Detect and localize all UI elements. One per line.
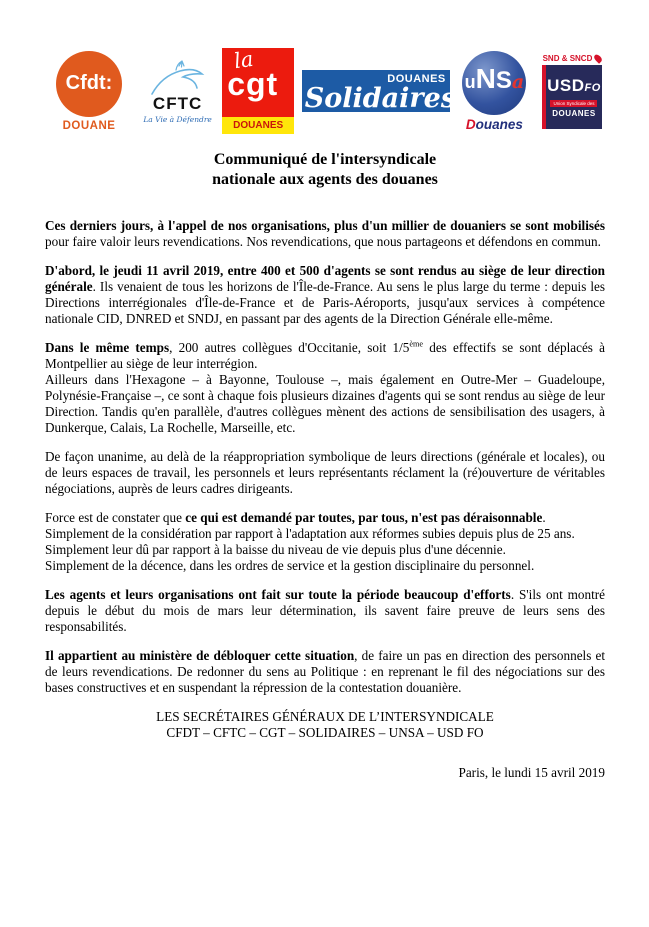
usdfo-logo [539, 54, 605, 129]
text-run: Les agents et leurs organisations ont fait sur toute la période beaucoup d'efforts [45, 587, 511, 602]
cfdt-douane-label: DOUANE [62, 119, 116, 132]
paragraph [45, 648, 605, 696]
solidaires-douanes-label: DOUANES [387, 73, 446, 85]
paragraph [45, 449, 605, 497]
unsa-letter: S [495, 66, 512, 94]
paragraph [45, 263, 605, 327]
title-line-2: nationale aux agents des douanes [212, 171, 438, 188]
cftc-logo [141, 58, 215, 124]
text-run: ce qui est demandé par toutes, par tous, n'est pas déraisonnable [185, 510, 543, 525]
title-line-1: Communiqué de l'intersyndicale [213, 151, 437, 168]
paragraph [45, 218, 605, 250]
text-run: Dans le même temps [45, 340, 170, 355]
solidaires-logo [302, 70, 457, 114]
text-run: Ces derniers jours, à l'appel de nos organisations, plus d'un millier de douaniers se sont mobilisés [45, 218, 605, 233]
cgt-logo [222, 48, 294, 134]
unsa-logo [457, 51, 531, 132]
document-title [45, 150, 605, 190]
text-run: D'abord, le jeudi 11 avril 2019, entre 400 et 500 d'agents se sont rendus au siège de leur direction générale [45, 263, 605, 294]
text-run: , de faire un pas en direction des personnels et de leurs revendications. De redonner du sens au Politique : en reprenant le fil des négociations sur des bases constructives et en suspendant la répression de la contestation douanière. [45, 648, 606, 695]
text-run: Simplement de la considération par rapport à l'adaptation aux réformes subies depuis plus de 25 ans. [45, 526, 575, 541]
cgt-douanes-label: DOUANES [233, 120, 284, 131]
cgt-la-text: la [232, 46, 256, 74]
usdfo-douanes-label: DOUANES [552, 108, 596, 118]
paragraph [45, 587, 605, 635]
unsa-letter: u [464, 71, 476, 92]
text-run: De façon unanime, au delà de la réappropriation symbolique de leurs directions (générale et locales), ou de leurs espaces de travail, les personnels et leurs représentants réclament la (ré)ouverture de véritables négociations, auprès de leurs cadres dirigeants. [45, 449, 605, 496]
text-run: ème [409, 339, 424, 349]
cgt-douanes-strip [222, 117, 294, 134]
usdfo-flame-icon [593, 53, 604, 64]
text-run: Simplement leur dû par rapport à la baisse du niveau de vie depuis plus d'une décennie. [45, 542, 506, 557]
unsa-circle-icon [462, 51, 526, 115]
usdfo-usd-text: USD [547, 75, 585, 95]
unsa-douanes-rest: ouanes [475, 116, 523, 132]
text-run: Il appartient au ministère de débloquer cette situation [45, 648, 355, 663]
unsa-douanes-label [457, 117, 531, 132]
text-run: Simplement de la décence, dans les ordres de service et la gestion disciplinaire du personnel. [45, 558, 535, 573]
dateline: Paris, le lundi 15 avril 2019 [458, 765, 605, 780]
usdfo-header [539, 54, 605, 63]
text-run: . Ils venaient de tous les horizons de l'Île-de-France. Au sens le plus large du terme : depuis les Directions interrégionales d'Île-de-France et de Paris-Aéroports, jusqu'aux services à compétence nationale CID, DNRED et SNDJ, en passant par des agents de la Direction Générale elle-même. [45, 279, 605, 326]
cftc-tagline: La Vie à Défendre [143, 115, 212, 124]
text-run: Force est de constater que [45, 510, 186, 525]
text-run: . [542, 510, 546, 525]
cfdt-logo-text: Cfdt: [65, 72, 113, 94]
unsa-douanes-initial: D [465, 116, 476, 132]
usdfo-fo-text: FO [584, 81, 601, 94]
text-run: des effectifs se sont déplacés à Montpellier au siège de leur interrégion. [45, 340, 605, 371]
paragraph [45, 340, 605, 436]
unsa-letter: a [511, 70, 525, 93]
usdfo-snd-sncd-label: SND & SNCD [542, 53, 593, 63]
solidaires-logo-text: Solidaires [304, 83, 457, 114]
signature-line-2: CFDT – CFTC – CGT – SOLIDAIRES – UNSA – USD FO [166, 725, 484, 740]
document-body [45, 218, 605, 696]
text-run: Ailleurs dans l'Hexagone – à Bayonne, Toulouse –, mais également en Outre-Mer – Guadeloupe, Polynésie-Française –, ce sont à chaque fois plusieurs dizaines d'agents qui se sont rendus au siège de leur Direction. Tandis qu'en parallèle, d'autres collègues mènent des actions de sensibilisation des usagers, à Dunkerque, Calais, La Rochelle, Marseille, etc. [45, 372, 605, 435]
union-logos-row [45, 45, 605, 137]
text-run: , 200 autres collègues d'Occitanie, soit 1/5 [169, 340, 410, 355]
cfdt-logo [45, 51, 133, 132]
usdfo-union-syndicale-label: Union Syndicale des [550, 100, 597, 107]
text-run: pour faire valoir leurs revendications. Nos revendications, que nous partageons et défendons en commun. [45, 234, 601, 249]
cftc-logo-text: CFTC [152, 94, 203, 113]
usdfo-box [542, 65, 602, 129]
usdfo-logo-text [547, 76, 601, 96]
signature-block [45, 709, 605, 741]
paragraph [45, 510, 605, 574]
cfdt-circle-icon [56, 51, 122, 117]
text-run: . S'ils ont montré depuis le début du mois de mars leur détermination, ils savent faire preuve de leurs sens des responsabilités. [45, 587, 605, 634]
signature-line-1: LES SECRÉTAIRES GÉNÉRAUX DE L’INTERSYNDICALE [156, 709, 494, 724]
cftc-dove-icon [146, 58, 210, 98]
unsa-letter: N [475, 62, 496, 94]
cgt-logo-text: cgt [227, 66, 279, 102]
